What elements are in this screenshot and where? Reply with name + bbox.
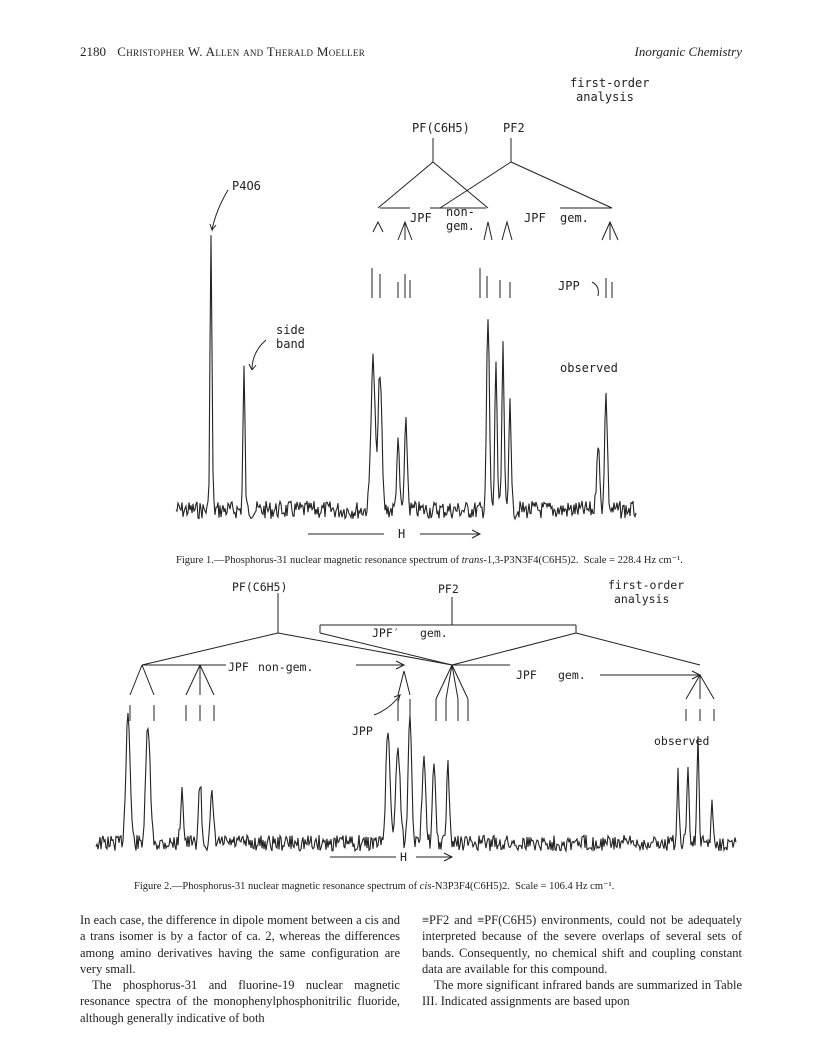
label-p4o6: P4O6 [232, 179, 261, 193]
label-jpf-prime: JPF′ [372, 626, 400, 640]
page-number: 2180 [80, 44, 106, 59]
label-field-h: H [400, 850, 407, 864]
label-analysis: analysis [614, 592, 670, 606]
label-jpp: JPP [352, 724, 373, 738]
multiplet-mark [686, 675, 714, 699]
right-column [422, 912, 742, 1010]
label-gem: gem. [558, 668, 586, 682]
header-authors: Christopher W. Allen and Therald Moeller [117, 44, 366, 59]
label-pf2: PF2 [503, 121, 525, 135]
paragraph: The phosphorus-31 and fluorine-19 nuclear magnetic resonance spectra of the monophenylphosphonitrilic fluoride, although generally indicative of both [80, 978, 400, 1025]
running-header [80, 44, 742, 64]
tree-branch [511, 162, 612, 208]
tree-branch [378, 162, 433, 208]
label-band: band [276, 337, 305, 351]
multiplet-mark [130, 665, 154, 695]
side-band-arrow [249, 340, 266, 370]
multiplet-mark [186, 665, 214, 695]
label-pf2: PF2 [438, 582, 459, 596]
left-column [80, 912, 400, 1026]
p4o6-arrow [210, 190, 228, 230]
multiplet-mark [502, 222, 512, 240]
label-first-order: first-order [608, 578, 685, 592]
label-jpp: JPP [558, 279, 580, 293]
label-pfc6h5: PF(C6H5) [232, 580, 288, 594]
label-jpf-gem: JPF [516, 668, 537, 682]
label-gem: gem. [560, 211, 589, 225]
multiplet-mark [398, 671, 410, 695]
tree-branch [440, 162, 511, 208]
label-non-gem: non-gem. [258, 660, 314, 674]
label-field-h: H [398, 527, 406, 541]
paragraph: The more significant infrared bands are summarized in Table III. Indicated assignments are based upon [422, 978, 742, 1009]
figure-1 [0, 70, 816, 550]
tree-branch [433, 162, 488, 208]
label-observed: observed [560, 361, 618, 375]
label-side: side [276, 323, 305, 337]
figure-1-caption: Figure 1.—Phosphorus-31 nuclear magnetic resonance spectrum of trans-1,3-P3N3F4(C6H5)2. Scale = 228.4 Hz cm⁻¹. [176, 555, 683, 566]
stick-lines [130, 699, 714, 721]
label-first-order: first-order [570, 76, 650, 90]
multiplet-mark [484, 222, 492, 240]
multiplet-mark [602, 222, 618, 240]
multiplet-mark [373, 222, 383, 232]
multiplet-mark [436, 665, 468, 699]
jpp-bracket [592, 282, 598, 296]
jpp-arrow [374, 695, 400, 715]
label-gem-top: gem. [420, 626, 448, 640]
label-observed: observed [654, 734, 710, 748]
body-text [80, 912, 742, 1032]
label-pfc6h5: PF(C6H5) [412, 121, 470, 135]
paragraph: In each case, the difference in dipole moment between a cis and a trans isomer is by a factor of ca. 2, whereas the differences among amino derivatives having the same configuration are very small. [80, 913, 400, 976]
label-jpf-gem: JPF [524, 211, 546, 225]
label-non: non- [446, 205, 475, 219]
figure-2 [0, 575, 816, 875]
figure-2-caption: Figure 2.—Phosphorus-31 nuclear magnetic resonance spectrum of cis-N3P3F4(C6H5)2. Scale = 106.4 Hz cm⁻¹. [134, 881, 615, 892]
spectrum-trace-1 [176, 235, 636, 519]
label-jpf-nongem: JPF [228, 660, 249, 674]
paragraph: ≡PF2 and ≡PF(C6H5) environments, could not be adequately interpreted because of the severe overlaps of several sets of bands. Consequently, no chemical shift and coupling constant data are available for this compound. [422, 913, 742, 976]
label-gem-1: gem. [446, 219, 475, 233]
label-jpf-nongem: JPF [410, 211, 432, 225]
spectrum-trace-2 [96, 713, 736, 851]
label-analysis: analysis [576, 90, 634, 104]
journal-title: Inorganic Chemistry [634, 44, 742, 59]
